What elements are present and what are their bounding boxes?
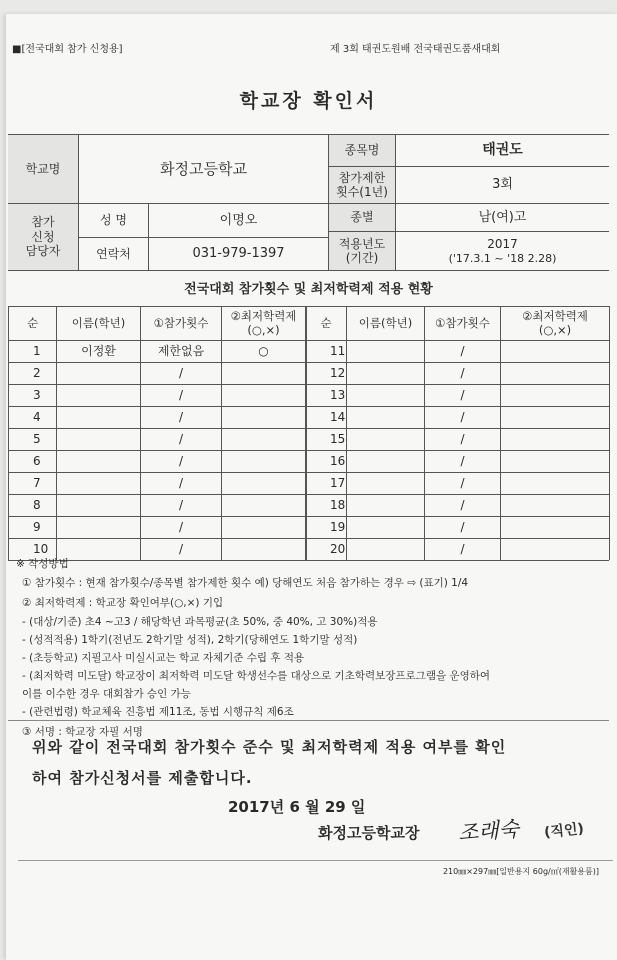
participation-count: / bbox=[460, 542, 465, 557]
row-number: 13 bbox=[330, 388, 346, 403]
participation-count: / bbox=[460, 520, 465, 535]
row-number: 9 bbox=[33, 520, 41, 535]
participation-count: / bbox=[178, 432, 184, 447]
participation-count: / bbox=[178, 542, 184, 557]
school-label: 학교명 bbox=[8, 135, 78, 203]
gender-label: 종별 bbox=[329, 204, 395, 231]
participation-count: 제한없음 bbox=[157, 344, 205, 359]
row-number: 5 bbox=[33, 432, 41, 447]
official-seal: (직인) bbox=[543, 820, 585, 842]
note-line: - (성적적용) 1학기(전년도 2학기말 성적), 2학기(당해연도 1학기말 성적) bbox=[22, 634, 358, 646]
min-grade-check bbox=[501, 363, 609, 384]
athlete-name bbox=[57, 451, 140, 472]
athlete-name bbox=[57, 429, 140, 450]
name-label: 성 명 bbox=[100, 213, 127, 228]
section-title: 전국대회 참가횟수 및 최저학력제 적용 현황 bbox=[184, 282, 433, 297]
min-grade-check: ○ bbox=[258, 344, 269, 359]
min-grade-check bbox=[501, 517, 609, 538]
athlete-name bbox=[347, 495, 424, 516]
participation-count: / bbox=[178, 388, 184, 403]
note-line: ② 최저학력제 : 학교장 확인여부(○,×) 기입 bbox=[22, 597, 224, 609]
limit-label: 참가제한 횟수(1년) bbox=[329, 167, 395, 203]
athlete-name bbox=[347, 363, 424, 384]
min-grade-check bbox=[222, 451, 305, 472]
note-line: - (관련법령) 학교체육 진흥법 제11조, 동법 시행규칙 제6조 bbox=[22, 706, 294, 718]
athlete-name bbox=[347, 341, 424, 362]
row-number: 6 bbox=[33, 454, 41, 469]
min-grade-check bbox=[222, 495, 305, 516]
participation-count: / bbox=[460, 344, 465, 359]
athlete-name: 이정환 bbox=[81, 344, 116, 359]
participation-count: / bbox=[178, 454, 184, 469]
table-header-3: ①참가횟수 bbox=[153, 315, 209, 330]
note-line: ③ 서명 : 학교장 자필 서명 bbox=[22, 726, 143, 738]
participation-count: / bbox=[460, 410, 465, 425]
row-number: 18 bbox=[330, 498, 346, 513]
table-header-1: 순 bbox=[26, 315, 39, 330]
min-grade-check bbox=[501, 385, 609, 406]
athlete-name bbox=[57, 517, 140, 538]
school-value: 화정고등학교 bbox=[160, 160, 247, 178]
signature: 조래숙 bbox=[457, 816, 520, 846]
athlete-name bbox=[57, 407, 140, 428]
note-line: ① 참가횟수 : 현재 참가횟수/종목별 참가제한 횟수 예) 당해연도 처음 참가하는 경우 ⇨ (표기) 1/4 bbox=[22, 577, 469, 589]
min-grade-check bbox=[501, 407, 609, 428]
sport-value: 태권도 bbox=[482, 142, 523, 159]
sport-label: 종목명 bbox=[329, 135, 395, 166]
participation-count: / bbox=[178, 498, 184, 513]
participation-count: / bbox=[460, 432, 465, 447]
year-value: 2017 bbox=[487, 237, 518, 252]
table-header-7: ①참가횟수 bbox=[435, 315, 490, 330]
note-line: - (최저학력 미도달) 학교장이 최저학력 미도달 학생선수를 대상으로 기초학력보장프로그램을 운영하여 bbox=[22, 670, 491, 682]
min-grade-check bbox=[222, 473, 305, 494]
athlete-name bbox=[57, 385, 140, 406]
table-header-4: ②최저학력제 (○,×) bbox=[230, 308, 297, 337]
closing-line-2: 하여 참가신청서를 제출합니다. bbox=[32, 769, 253, 787]
paper-spec: 210㎜×297㎜[일반용지 60g/㎡(재활용품)] bbox=[442, 867, 599, 876]
athlete-name bbox=[347, 429, 424, 450]
year-label: 적용년도 (기간) bbox=[329, 232, 395, 270]
form-type-label: ■[전국대회 참가 신청용] bbox=[12, 44, 123, 55]
note-line: - (대상/기준) 초4 ~고3 / 해당학년 과목평균(초 50%, 중 40%, 고 30%)적용 bbox=[22, 616, 378, 628]
participation-count: / bbox=[178, 410, 184, 425]
participation-count: / bbox=[460, 498, 465, 513]
limit-value: 3회 bbox=[492, 177, 513, 193]
min-grade-check bbox=[501, 539, 609, 560]
row-number: 2 bbox=[33, 366, 41, 381]
row-number: 10 bbox=[33, 542, 49, 557]
row-number: 16 bbox=[330, 454, 346, 469]
row-number: 19 bbox=[330, 520, 346, 535]
table-header-5: 순 bbox=[320, 315, 332, 330]
athlete-name bbox=[347, 407, 424, 428]
participation-count: / bbox=[460, 454, 465, 469]
contact-value: 031-979-1397 bbox=[192, 246, 285, 262]
participation-count: / bbox=[460, 476, 465, 491]
table-header-8: ②최저학력제 (○,×) bbox=[522, 308, 588, 337]
min-grade-check bbox=[222, 517, 305, 538]
min-grade-check bbox=[501, 429, 609, 450]
min-grade-check bbox=[501, 473, 609, 494]
table-header-6: 이름(학년) bbox=[358, 315, 413, 330]
participation-count: / bbox=[178, 476, 184, 491]
min-grade-check bbox=[222, 363, 305, 384]
signer-title: 화정고등학교장 bbox=[318, 824, 420, 842]
manager-label: 참가 신청 담당자 bbox=[8, 204, 78, 270]
submission-date: 2017년 6 월 29 일 bbox=[228, 798, 366, 816]
athlete-name bbox=[57, 473, 140, 494]
row-number: 7 bbox=[33, 476, 41, 491]
participation-count: / bbox=[460, 366, 465, 381]
athlete-name bbox=[347, 451, 424, 472]
athlete-name bbox=[347, 539, 424, 560]
athlete-name bbox=[57, 539, 140, 560]
athlete-name bbox=[57, 363, 140, 384]
note-line: ※ 작성방법 bbox=[16, 558, 69, 570]
athlete-name bbox=[347, 473, 424, 494]
year-value-cell bbox=[396, 232, 609, 270]
min-grade-check bbox=[501, 451, 609, 472]
contact-label: 연락처 bbox=[96, 246, 131, 261]
row-number: 3 bbox=[33, 388, 41, 403]
participation-count: / bbox=[460, 388, 465, 403]
closing-line-1: 위와 같이 전국대회 참가횟수 준수 및 최저학력제 적용 여부를 확인 bbox=[32, 738, 507, 756]
min-grade-check bbox=[501, 341, 609, 362]
table-header-2: 이름(학년) bbox=[71, 315, 126, 330]
row-number: 17 bbox=[330, 476, 346, 491]
gender-value: 남(여)고 bbox=[478, 209, 527, 225]
note-line: 이를 이수한 경우 대회참가 승인 가능 bbox=[22, 688, 191, 700]
row-number: 11 bbox=[330, 344, 346, 359]
row-number: 20 bbox=[330, 542, 346, 557]
min-grade-check bbox=[222, 539, 305, 560]
participation-count: / bbox=[178, 520, 184, 535]
note-line: - (초등학교) 지필고사 미실시교는 학교 자체기준 수립 후 적용 bbox=[22, 652, 305, 664]
period-value: ('17.3.1 ~ '18 2.28) bbox=[448, 251, 557, 265]
row-number: 4 bbox=[33, 410, 41, 425]
row-number: 15 bbox=[330, 432, 346, 447]
min-grade-check bbox=[501, 495, 609, 516]
participation-count: / bbox=[178, 366, 184, 381]
min-grade-check bbox=[222, 385, 305, 406]
row-number: 14 bbox=[330, 410, 346, 425]
competition-name: 제 3회 태권도원배 전국태권도품새대회 bbox=[330, 44, 501, 55]
row-number: 1 bbox=[33, 344, 41, 359]
manager-name-value: 이명오 bbox=[219, 212, 258, 228]
athlete-name bbox=[347, 517, 424, 538]
athlete-name bbox=[347, 385, 424, 406]
min-grade-check bbox=[222, 429, 305, 450]
athlete-name bbox=[57, 495, 140, 516]
document-title: 학교장 확인서 bbox=[239, 90, 378, 112]
row-number: 12 bbox=[330, 366, 346, 381]
min-grade-check bbox=[222, 407, 305, 428]
row-number: 8 bbox=[33, 498, 41, 513]
